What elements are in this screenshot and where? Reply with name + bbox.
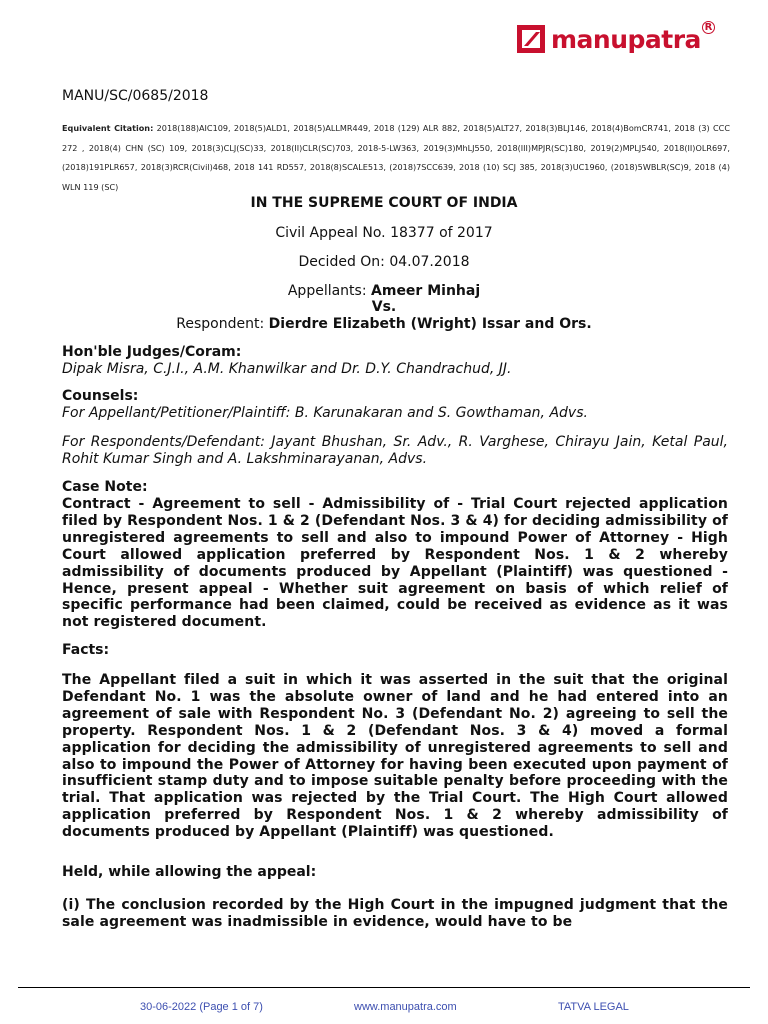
judges-names: Dipak Misra, C.J.I., A.M. Khanwilkar and Dr. D.Y. Chandrachud, JJ. (62, 361, 512, 377)
facts-heading: Facts: (62, 642, 110, 658)
appellants-name: Ameer Minhaj (371, 283, 481, 299)
brand-name: manupatra (551, 24, 701, 54)
counsel-respondent: For Respondents/Defendant: Jayant Bhushan, Sr. Adv., R. Varghese, Chirayu Jain, Ketal Paul, Rohit Kumar Singh and A. Lakshminarayanan, Advs. (62, 434, 728, 467)
respondent-label: Respondent: (176, 316, 265, 332)
court-title: IN THE SUPREME COURT OF INDIA (250, 195, 518, 211)
registered-mark: R (702, 21, 715, 34)
manupatra-logo-icon (516, 24, 546, 54)
appellants-line (0, 283, 768, 299)
counsel-appellant: For Appellant/Petitioner/Plaintiff: B. Karunakaran and S. Gowthaman, Advs. (62, 405, 588, 421)
judges-section (62, 344, 728, 378)
footer-divider (18, 987, 750, 988)
appellants-label: Appellants: (287, 283, 367, 299)
footer-firm: TATVA LEGAL (558, 1001, 629, 1013)
respondent-name: Dierdre Elizabeth (Wright) Issar and Ors. (268, 316, 592, 332)
equivalent-citation-label: Equivalent Citation: (62, 123, 154, 133)
equivalent-citation-text: 2018(188)AIC109, 2018(5)ALD1, 2018(5)ALLMR449, 2018 (129) ALR 882, 2018(5)ALT27, 2018(3)BLJ146, 2018(4)BomCR741, 2018 (3) CCC 272 , 2018(4) CHN (SC) 109, 2018(3)CLJ(SC)33, 2018(II)CLR(SC)703, 2018-5-LW363, 2019(3)MhLJ550, 2018(III)MPJR(SC)180, 2019(2)MPLJ540, 2018(II)OLR697, (2018)191PLR657, 2018(3)RCR(Civil)468, 2018 141 RD557, 2018(8)SCALE513, (2018)7SCC639, 2018 (10) SCJ 385, 2018(3)UC1960, (2018)5WBLR(SC)9, 2018 (4) WLN 119 (SC) (62, 123, 730, 192)
citation-id: MANU/SC/0685/2018 (62, 88, 209, 104)
footer-site-link[interactable]: www.manupatra.com (354, 1001, 457, 1013)
facts-body: The Appellant filed a suit in which it was asserted in the suit that the original Defendant No. 1 was the absolute owner of land and he had entered into an agreement of sale with Respondent No. 3 (Defendant No. 2) agreeing to sell the property. Respondent Nos. 1 & 2 (Defendant Nos. 3 & 4) moved a formal application for deciding the admissibility of unregistered agreements to sell and also to impound the Power of Attorney for having been executed upon payment of insufficient stamp duty and to impose suitable penalty before proceeding with the trial. That application was rejected by the Trial Court. The High Court allowed application preferred by Respondent Nos. 1 & 2 whereby admissibility of documents produced by Appellant (Plaintiff) was questioned. (62, 672, 728, 841)
decided-on: Decided On: 04.07.2018 (298, 254, 470, 270)
held-heading: Held, while allowing the appeal: (62, 864, 317, 880)
case-note-heading: Case Note: (62, 479, 148, 495)
judges-heading: Hon'ble Judges/Coram: (62, 344, 242, 360)
held-body: (i) The conclusion recorded by the High Court in the impugned judgment that the sale agreement was inadmissible in evidence, would have to be (62, 897, 728, 930)
case-note-body: Contract - Agreement to sell - Admissibility of - Trial Court rejected application filed by Respondent Nos. 1 & 2 (Defendant Nos. 3 & 4) for deciding admissibility of unregistered agreements to sell and also to impound Power of Attorney - High Court allowed application preferred by Respondent Nos. 1 & 2 whereby admissibility of documents produced by Appellant (Plaintiff) was questioned - Hence, present appeal - Whether suit agreement on basis of which relief of specific performance had been claimed, could be received as evidence as it was not registered document. (62, 496, 728, 631)
counsels-section (62, 388, 728, 422)
respondent-line (0, 316, 768, 332)
case-note-section (62, 479, 728, 631)
manupatra-logo (516, 21, 713, 54)
appeal-number: Civil Appeal No. 18377 of 2017 (275, 225, 493, 241)
footer-date-page: 30-06-2022 (Page 1 of 7) (140, 1001, 263, 1013)
counsels-heading: Counsels: (62, 388, 139, 404)
versus: Vs. (371, 299, 397, 315)
equivalent-citation (62, 119, 730, 197)
